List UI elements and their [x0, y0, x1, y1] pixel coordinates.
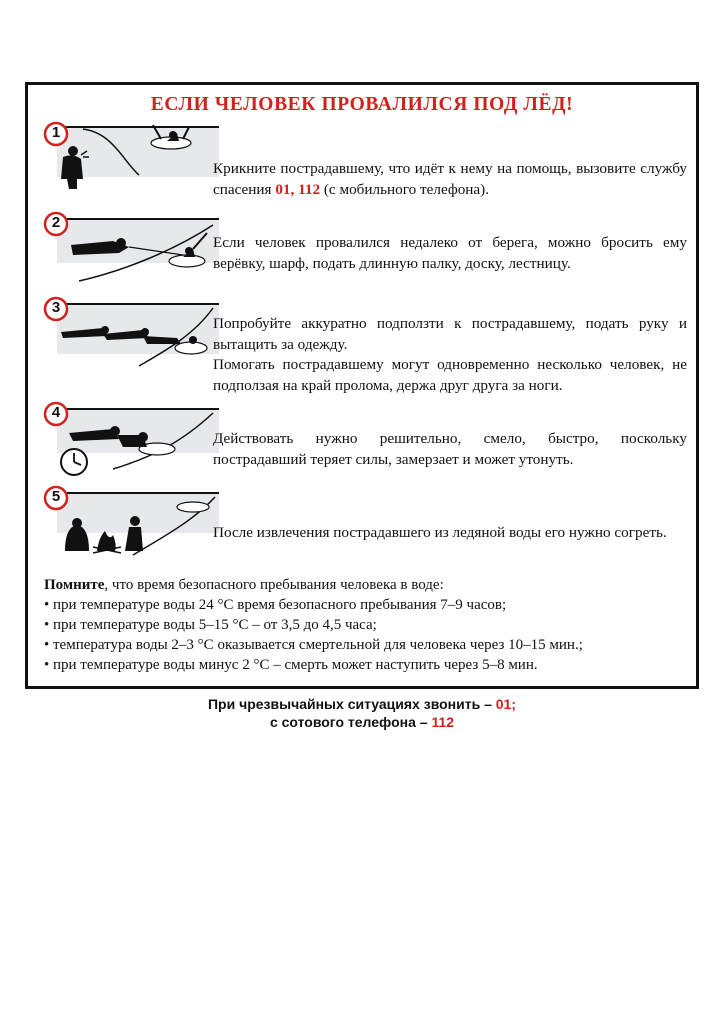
poster-title: ЕСЛИ ЧЕЛОВЕК ПРОВАЛИЛСЯ ПОД ЛЁД! [150, 94, 574, 115]
clock-icon [59, 447, 89, 477]
remember-item: • при температуре воды минус 2 °С – смерть может наступить через 5–8 мин. [44, 657, 538, 673]
step-2-number: 2 [51, 214, 61, 231]
ice-hole-icon [177, 502, 209, 512]
step-2-illustration [43, 211, 219, 297]
step-5-number: 5 [51, 488, 61, 505]
step-2-text: Если человек провалился недалеко от берега, можно бросить ему верёвку, шарф, подать длинную палку, доску, лестницу. [213, 234, 687, 272]
person-throwing-rope-icon [43, 211, 219, 297]
step-4-text: Действовать нужно решительно, смело, быстро, поскольку пострадавший теряет силы, замерзает и может утонуть. [213, 430, 687, 468]
people-crawling-chain-icon [43, 296, 219, 382]
remember-item: • при температуре воды 24 °С время безопасного пребывания 7–9 часов; [44, 597, 507, 613]
step-5-text: После извлечения пострадавшего из ледяной воды его нужно согреть. [213, 524, 667, 541]
remember-item: • температура воды 2–3 °С оказывается смертельной для человека через 10–15 мин.; [44, 637, 583, 653]
remember-item: • при температуре воды 5–15 °С – от 3,5 до 4,5 часа; [44, 617, 377, 633]
step-3-text: Попробуйте аккуратно подползти к пострадавшему, подать руку и вытащить за одежду. Помогать пострадавшему могут одновременно несколько человек, не подползая на край пролома, держа друг друга за ноги. [213, 315, 687, 394]
step-4-number: 4 [51, 404, 61, 421]
step-3-illustration [43, 296, 219, 382]
person-shouting-icon [43, 121, 219, 207]
step-1-number: 1 [51, 124, 61, 141]
footer-number-01: 01; [495, 696, 516, 712]
emergency-numbers: 01, 112 [275, 180, 321, 198]
footer-line-1: При чрезвычайных ситуациях звонить – 01; [207, 696, 516, 712]
footer-line-2: с сотового телефона – 112 [269, 714, 455, 730]
remember-block [44, 575, 694, 675]
safety-poster [25, 82, 699, 689]
step-1-illustration [43, 121, 219, 207]
remember-lead: Помните, что время безопасного пребывания человека в воде: [44, 577, 444, 593]
emergency-footer [0, 695, 724, 731]
step-3-number: 3 [51, 299, 61, 316]
step-1-text: Крикните пострадавшему, что идёт к нему на помощь, вызовите службу спасения 01, 112 (с мобильного телефона). [213, 160, 687, 198]
step-5-illustration [43, 485, 219, 571]
campfire-warming-icon [43, 485, 219, 571]
footer-number-112: 112 [431, 714, 455, 730]
step-4-illustration [43, 401, 219, 487]
